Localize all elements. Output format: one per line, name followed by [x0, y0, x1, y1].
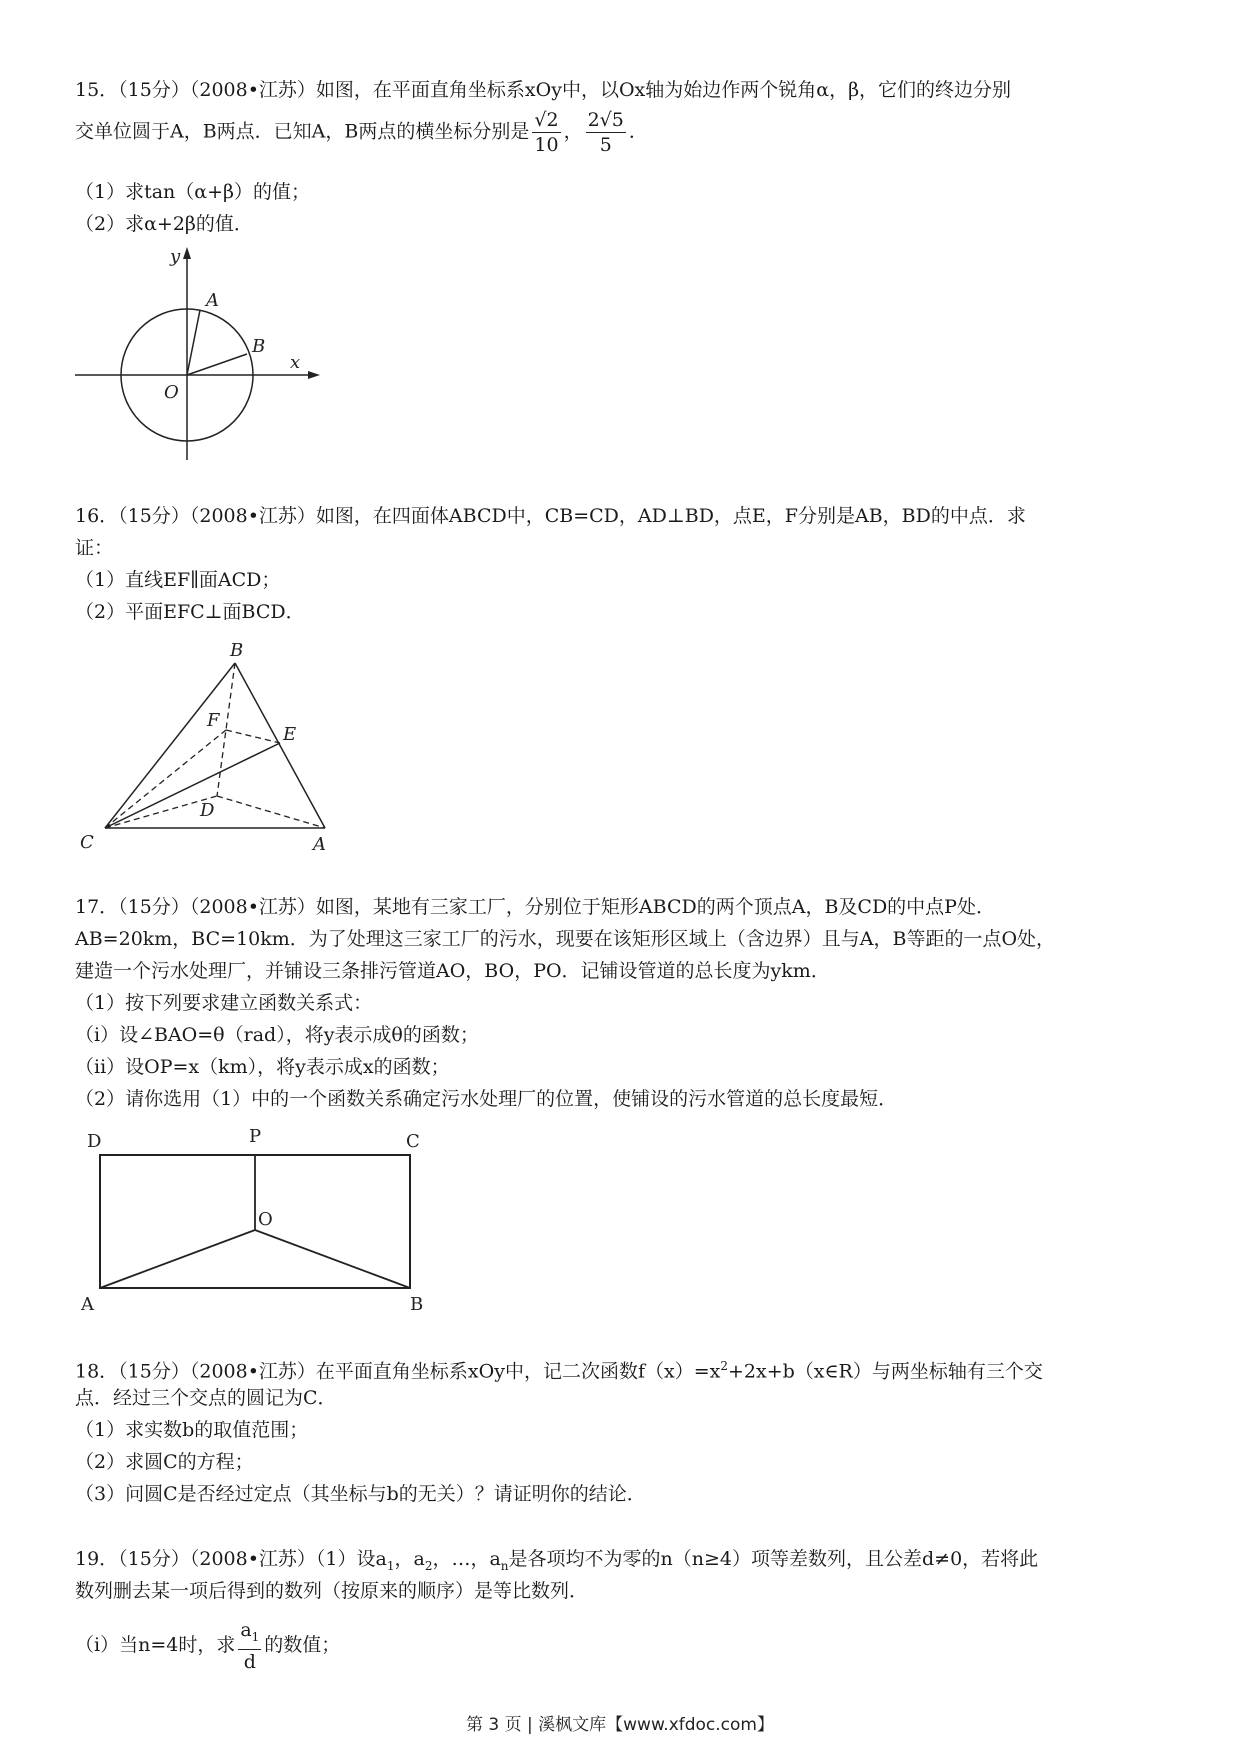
label-a: A — [206, 290, 219, 311]
q15-sub1: （1）求tan（α+β）的值； — [75, 181, 311, 203]
q19-frac-num-sub: 1 — [251, 1629, 260, 1644]
q15-fraction-1 — [532, 108, 560, 157]
q15-frac2-den: 5 — [599, 134, 612, 156]
edge-da-hidden — [217, 796, 325, 828]
label-d: D — [200, 800, 215, 821]
q15-unit-circle-figure — [70, 240, 330, 470]
label-a: A — [313, 834, 326, 855]
q15-sep: ， — [563, 120, 583, 143]
label-c: C — [80, 832, 94, 853]
q19-comma-1: ，a — [394, 1548, 425, 1570]
q18-exponent: 2 — [720, 1359, 728, 1373]
label-o: O — [258, 1209, 273, 1230]
q19-line2: 数列删去某一项后得到的数列（按原来的顺序）是等比数列． — [75, 1580, 589, 1602]
q15-sub2: （2）求α+2β的值． — [75, 213, 253, 235]
q18-line2: 点．经过三个交点的圆记为C． — [75, 1387, 337, 1409]
q15-line2-prefix: 交单位圆于A，B两点．已知A，B两点的横坐标分别是 — [75, 120, 530, 143]
q15-line2 — [75, 108, 648, 157]
q17-line1: 17．（15分）（2008•江苏）如图，某地有三家工厂，分别位于矩形ABCD的两个顶点A，B及CD的中点P处． — [75, 896, 995, 918]
q15-frac1-den: 10 — [534, 134, 559, 156]
q18-line1-suffix: +2x+b（x∈R）与两坐标轴有三个交 — [727, 1360, 1043, 1383]
q16-sub1: （1）直线EF∥面ACD； — [75, 569, 281, 591]
q15-frac1-num: √2 — [534, 109, 559, 131]
q17-line3: 建造一个污水处理厂，并铺设三条排污管道AO，BO，PO．记铺设管道的总长度为ykm． — [75, 960, 830, 982]
q19-sub-2: 2 — [424, 1558, 433, 1573]
q19-sub-i-suffix: 的数值； — [264, 1633, 341, 1656]
q19-sub-n: n — [500, 1558, 509, 1573]
label-c: C — [406, 1131, 420, 1152]
segment-ce — [105, 743, 280, 828]
y-axis-arrow-icon — [183, 247, 191, 259]
label-o: O — [164, 382, 179, 403]
label-b: B — [410, 1294, 424, 1315]
q15-line2-suffix: ． — [628, 120, 648, 143]
q19-line1 — [75, 1545, 1038, 1580]
q18-line1-prefix: 18．（15分）（2008•江苏）在平面直角坐标系xOy中，记二次函数f（x）=x — [75, 1360, 721, 1383]
q19-frac-den: d — [243, 1650, 256, 1673]
q18-sub1: （1）求实数b的取值范围； — [75, 1419, 309, 1441]
ray-ob — [187, 354, 247, 375]
page-footer: 第 3 页 | 溪枫文库【www.xfdoc.com】 — [465, 1715, 774, 1735]
q18-line1 — [75, 1352, 1043, 1385]
label-b: B — [252, 336, 266, 357]
q19-sub-i — [75, 1618, 340, 1674]
q17-rectangle-figure — [75, 1125, 435, 1315]
label-f: F — [207, 710, 220, 731]
q17-sub-ii: （ii）设OP=x（km），将y表示成x的函数； — [75, 1056, 450, 1078]
q19-sub-i-prefix: （i）当n=4时，求 — [75, 1633, 236, 1656]
label-d: D — [87, 1131, 102, 1152]
q15-line1: 15．（15分）（2008•江苏）如图，在平面直角坐标系xOy中，以Ox轴为始边作两个锐角α，β，它们的终边分别 — [75, 79, 1012, 101]
label-b: B — [230, 640, 244, 661]
q19-frac-num — [238, 1618, 261, 1650]
q17-sub1: （1）按下列要求建立函数关系式： — [75, 992, 373, 1014]
q19-line1-a: 19．（15分）（2008•江苏）（1）设a — [75, 1548, 387, 1570]
q17-sub-i: （i）设∠BAO=θ（rad），将y表示成θ的函数； — [75, 1024, 479, 1046]
q15-frac2-num: 2√5 — [587, 109, 624, 131]
q19-fraction — [238, 1618, 261, 1674]
q16-sub2: （2）平面EFC⊥面BCD． — [75, 601, 305, 623]
edge-cb — [105, 663, 235, 828]
q18-sub3: （3）问圆C是否经过定点（其坐标与b的无关）？请证明你的结论． — [75, 1483, 646, 1505]
edge-ba — [235, 663, 325, 828]
q17-line2: AB=20km，BC=10km．为了处理这三家工厂的污水，现要在该矩形区域上（含边界）且与A，B等距的一点O处， — [75, 928, 1056, 950]
q15-fraction-2 — [586, 108, 626, 157]
q16-tetrahedron-figure — [75, 638, 345, 858]
pipe-ao — [100, 1230, 255, 1288]
label-e: E — [283, 724, 297, 745]
q18-sub2: （2）求圆C的方程； — [75, 1451, 254, 1473]
label-p: P — [249, 1126, 262, 1147]
q17-sub2: （2）请你选用（1）中的一个函数关系确定污水处理厂的位置，使铺设的污水管道的总长度最短． — [75, 1088, 898, 1110]
pipe-bo — [255, 1230, 410, 1288]
ray-oa — [187, 310, 200, 375]
q19-line1-b: 是各项均不为零的n（n≥4）项等差数列，且公差d≠0，若将此 — [508, 1548, 1039, 1570]
q19-frac-num-a: a — [240, 1619, 252, 1641]
q19-comma-2: ，…，a — [432, 1548, 501, 1570]
x-axis-arrow-icon — [308, 371, 320, 379]
label-y: y — [170, 246, 181, 267]
q16-line1: 16．（15分）（2008•江苏）如图，在四面体ABCD中，CB=CD，AD⊥BD，点E，F分别是AB，BD的中点．求 — [75, 505, 1026, 527]
q16-line2: 证： — [75, 537, 114, 559]
label-x: x — [290, 352, 301, 373]
q19-sub-1: 1 — [386, 1558, 395, 1573]
label-a: A — [81, 1294, 94, 1315]
